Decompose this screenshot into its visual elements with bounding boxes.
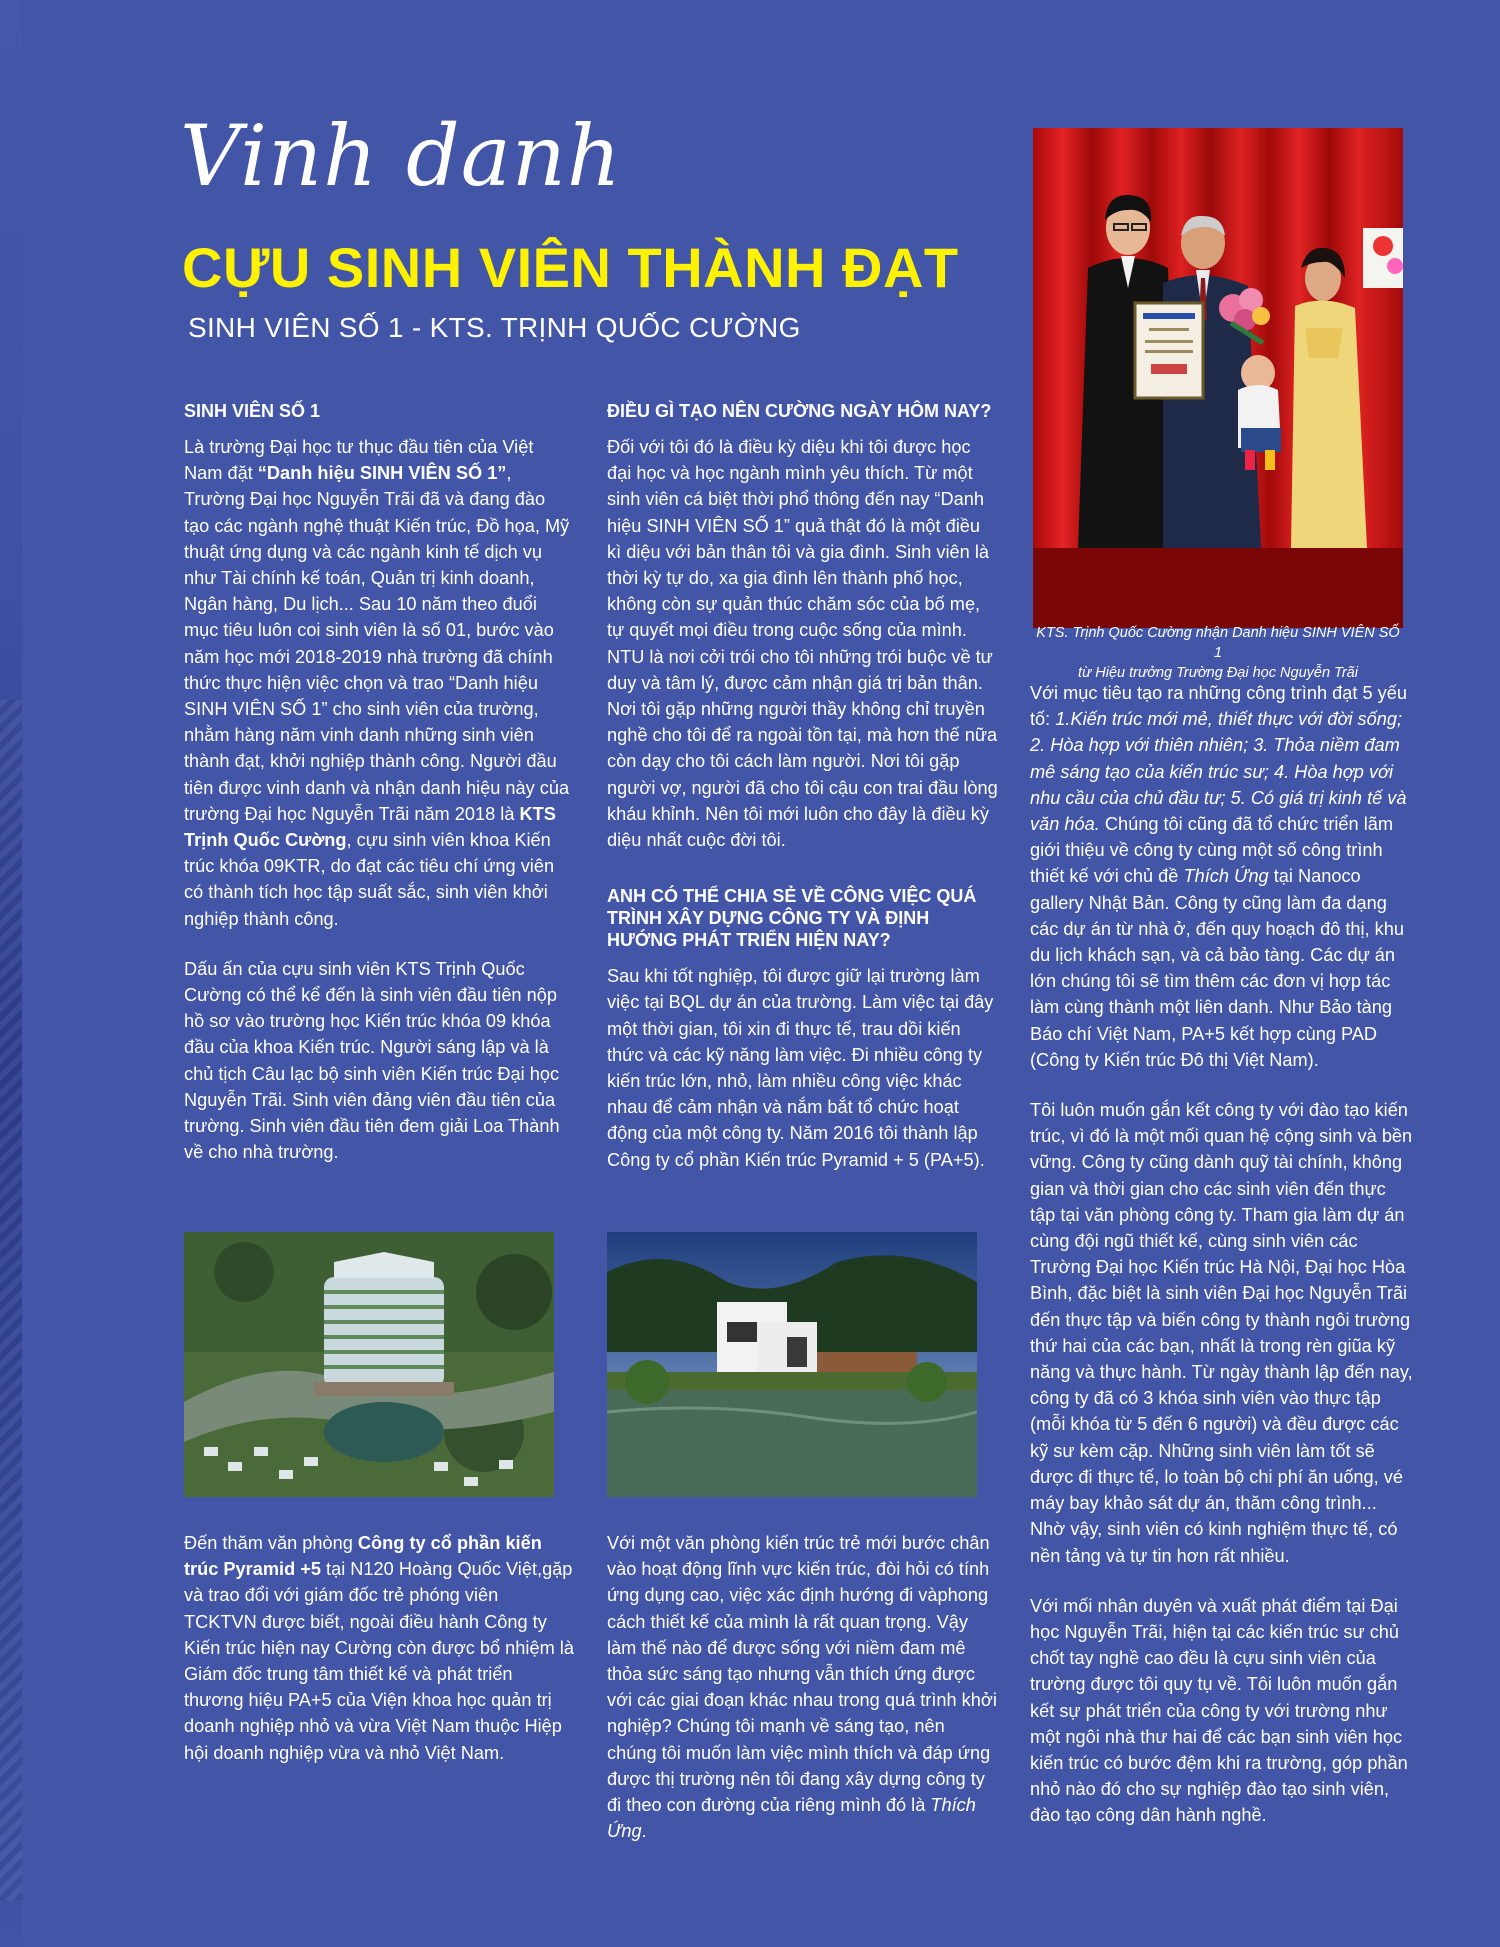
col2-paragraph-3: Với một văn phòng kiến trúc trẻ mới bước chân vào hoạt động lĩnh vực kiến trúc, đòi hỏi có tính ứng dụng cao, việc xác định hướng đi vàphong cách thiết kế của mình là rất quan trọng. Vậy làm thế nào để được sống với niềm đam mê thỏa sức sáng tạo nhưng vẫn thích ứng được với các giai đoạn khác nhau trong quá trình khởi nghiệp? Chúng tôi mạnh về sáng tạo, nên chúng tôi muốn làm việc mình thích và đáp ứng được thị trường nên tôi đang xây dựng công ty đi theo con đường của riêng mình đó là Thích Ứng. xyxy=(607,1533,997,1842)
col2-paragraph-1: Đối với tôi đó là điều kỳ diệu khi tôi được học đại học và học ngành mình yêu thích. Từ một sinh viên cá biệt thời phổ thông đến nay “Danh hiệu SINH VIÊN SỐ 1” quả thật đó là một điều kì diệu với bản thân tôi và gia đình. Sinh viên là thời kỳ tự do, xa gia đình lên thành phố học, không còn sự quản thúc chăm sóc của bố mẹ, tự quyết mọi điều trong cuộc sống của mình. NTU là nơi cởi trói cho tôi những trói buộc về tư duy và tâm lý, được cảm nhận giá trị bản thân. Nơi tôi gặp những người thầy không chỉ truyền nghề cho tôi để ra ngoài tồn tại, mà hơn thế nữa còn dạy cho tôi cách làm người. Nơi tôi gặp người vợ, người đã cho tôi cậu con trai đầu lòng kháu khỉnh. Nên tôi mới luôn cho đây là điều kỳ diệu nhất cuộc đời tôi. xyxy=(607,437,998,851)
award-ceremony-photo xyxy=(1033,128,1403,628)
award-title-bold: “Danh hiệu SINH VIÊN SỐ 1” xyxy=(257,463,507,484)
col3-paragraph-1: Với mục tiêu tạo ra những công trình đạt 5 yếu tố: 1.Kiến trúc mới mẻ, thiết thực với đời sống; 2. Hòa hợp với thiên nhiên; 3. Thỏa niềm đam mê sáng tạo của kiến trúc sư; 4. Hòa hợp với nhu cầu của chủ đầu tư; 5. Có giá trị kinh tế và văn hóa. Chúng tôi cũng đã tổ chức triển lãm giới thiệu về công ty cùng một số công trình thiết kế với chủ đề Thích Ứng tại Nanoco gallery Nhật Bản. Công ty cũng làm đa dạng các dự án từ nhà ở, đến quy hoạch đô thị, khu du lịch khách sạn, và cả bảo tàng. Các dự án lớn chúng tôi sẽ tìm thêm các đơn vị hợp tác làm cùng thành một liên danh. Như Bảo tàng Báo chí Việt Nam, PA+5 kết hợp cùng PAD (Công ty Kiến trúc Đô thị Việt Nam). xyxy=(1030,683,1407,1070)
hotel-rendering-image xyxy=(184,1232,554,1497)
photo-caption-line2: từ Hiệu trưởng Trường Đại học Nguyễn Trãi xyxy=(1078,665,1358,681)
five-criteria-italic: 1.Kiến trúc mới mẻ, thiết thực với đời sống; 2. Hòa hợp với thiên nhiên; 3. Thỏa niềm đam mê sáng tạo của kiến trúc sư; 4. Hòa hợp với nhu cầu của chủ đầu tư; 5. Có giá trị kinh tế và văn hóa. xyxy=(1030,709,1407,835)
left-edge-texture xyxy=(0,700,22,1900)
col3-paragraph-3: Với mối nhân duyên và xuất phát điểm tại Đại học Nguyễn Trãi, hiện tại các kiến trúc sư chủ chốt tay nghề cao đều là cựu sinh viên của trường được tôi quy tụ về. Tôi luôn muốn gắn kết sự phát triển của công ty với trường như một ngôi nhà thư hai để các bạn sinh viên học kiến trúc có bước đệm khi ra trường, góp phần nhỏ nào đó cho sự nghiệp đào tạo sinh viên, đào tạo công dân hành nghề. xyxy=(1030,1595,1408,1826)
column-3 xyxy=(1030,680,1416,1853)
heading-dieu-gi-tao-nen: ĐIỀU GÌ TẠO NÊN CƯỜNG NGÀY HÔM NAY? xyxy=(607,401,992,421)
col1-paragraph-2: Dấu ấn của cựu sinh viên KTS Trịnh Quốc Cường có thể kể đến là sinh viên đầu tiên nộp hồ sơ vào trường học Kiến trúc khóa 09 khóa đầu của khoa Kiến trúc. Người sáng lập và là chủ tịch Câu lạc bộ sinh viên Kiến trúc Đại học Nguyễn Trãi. Sinh viên đảng viên đầu tiên của trường. Sinh viên đầu tiên đem giải Loa Thành về cho nhà trường. xyxy=(184,958,560,1163)
photo-caption xyxy=(1033,623,1403,683)
col1-paragraph-1: Là trường Đại học tư thục đầu tiên của Việt Nam đặt “Danh hiệu SINH VIÊN SỐ 1”, Trường Đại học Nguyễn Trãi đã và đang đào tạo các ngành nghệ thuật Kiến trúc, Đồ họa, Mỹ thuật ứng dụng và các ngành kinh tế dịch vụ như Tài chính kế toán, Quản trị kinh doanh, Ngân hàng, Du lịch... Sau 10 năm theo đuổi mục tiêu luôn coi sinh viên là số 01, bước vào năm học mới 2018-2019 nhà trường đã chính thức thực hiện việc chọn và trao “Danh hiệu SINH VIÊN SỐ 1” cho sinh viên của trường, nhằm hàng năm vinh danh những sinh viên thành đạt, khởi nghiệp thành công. Người đầu tiên được vinh danh và nhận danh hiệu này của trường Đại học Nguyễn Trãi năm 2018 là KTS Trịnh Quốc Cường, cựu sinh viên khoa Kiến trúc khóa 09KTR, do đạt các tiêu chí ứng viên có thành tích học tập suất sắc, sinh viên khởi nghiệp thành công. xyxy=(184,437,570,929)
heading-chia-se-cong-viec: ANH CÓ THỂ CHIA SẺ VỀ CÔNG VIỆC QUÁ TRÌNH XÂY DỰNG CÔNG TY VÀ ĐỊNH HƯỚNG PHÁT TRIỂN HIỆN NAY? xyxy=(607,886,977,951)
company-name-bold: Công ty cổ phần kiến trúc Pyramid +5 xyxy=(184,1533,542,1580)
column-2-bottom xyxy=(607,1530,999,1868)
col3-paragraph-2: Tôi luôn muốn gắn kết công ty với đào tạo kiến trúc, vì đó là một mối quan hệ cộng sinh và bền vững. Công ty cũng dành quỹ tài chính, không gian và thời gian cho các sinh viên đến thực tập tại văn phòng công ty. Tham gia làm dự án cùng đội ngũ thiết kế, cùng sinh viên các Trường Đại học Kiến trúc Hà Nội, Đại học Hòa Bình, đặc biệt là sinh viên Đại học Nguyễn Trãi đến thực tập và biến công ty thành ngôi trường thứ hai của các bạn, nhất là trong rèn giũa kỹ năng và thực hành. Từ ngày thành lập đến nay, công ty đã có 3 khóa sinh viên vào thực tập (mỗi khóa từ 5 đến 6 người) và đều được các kỹ sư kèm cặp. Những sinh viên làm tốt sẽ được đi thực tế, lo toàn bộ chi phí ăn uống, vé máy bay khảo sát dự án, thăm công trình... Nhờ vậy, sinh viên có kinh nghiệm thực tế, có nền tảng và tự tin hơn rất nhiều. xyxy=(1030,1100,1413,1566)
column-1-bottom xyxy=(184,1530,574,1790)
script-title: Vinh danh xyxy=(180,107,623,205)
architect-name-bold: KTS Trịnh Quốc Cường xyxy=(184,803,556,851)
photo-caption-line1: KTS. Trịnh Quốc Cường nhận Danh hiệu SINH VIÊN SỐ 1 xyxy=(1036,625,1400,661)
main-title: CỰU SINH VIÊN THÀNH ĐẠT xyxy=(182,236,959,299)
column-1 xyxy=(184,400,574,1189)
villa-rendering-image xyxy=(607,1232,977,1497)
col2-paragraph-2: Sau khi tốt nghiệp, tôi được giữ lại trường làm việc tại BQL dự án của trường. Làm việc tại đây một thời gian, tôi xin đi thực tế, trau dồi kiến thức và các kỹ năng làm việc. Đi nhiều công ty kiến trúc lớn, nhỏ, làm nhiều công việc khác nhau để cảm nhận và nắm bắt tổ chức hoạt động của một công ty. Năm 2016 tôi thành lập Công ty cổ phần Kiến trúc Pyramid + 5 (PA+5). xyxy=(607,966,994,1170)
heading-sinh-vien-so-1: SINH VIÊN SỐ 1 xyxy=(184,401,321,421)
col1-paragraph-3: Đến thăm văn phòng Công ty cổ phần kiến trúc Pyramid +5 tại N120 Hoàng Quốc Việt,gặp và trao đổi với giám đốc trẻ phóng viên TCKTVN được biết, ngoài điều hành Công ty Kiến trúc hiện nay Cường còn được bổ nhiệm là Giám đốc trung tâm thiết kế và phát triển thương hiệu PA+5 của Viện khoa học quản trị doanh nghiệp nhỏ và vừa Việt Nam thuộc Hiệp hội doanh nghiệp vừa và nhỏ Việt Nam. xyxy=(184,1533,574,1763)
subtitle: SINH VIÊN SỐ 1 - KTS. TRỊNH QUỐC CƯỜNG xyxy=(188,312,801,343)
column-2 xyxy=(607,400,999,1197)
